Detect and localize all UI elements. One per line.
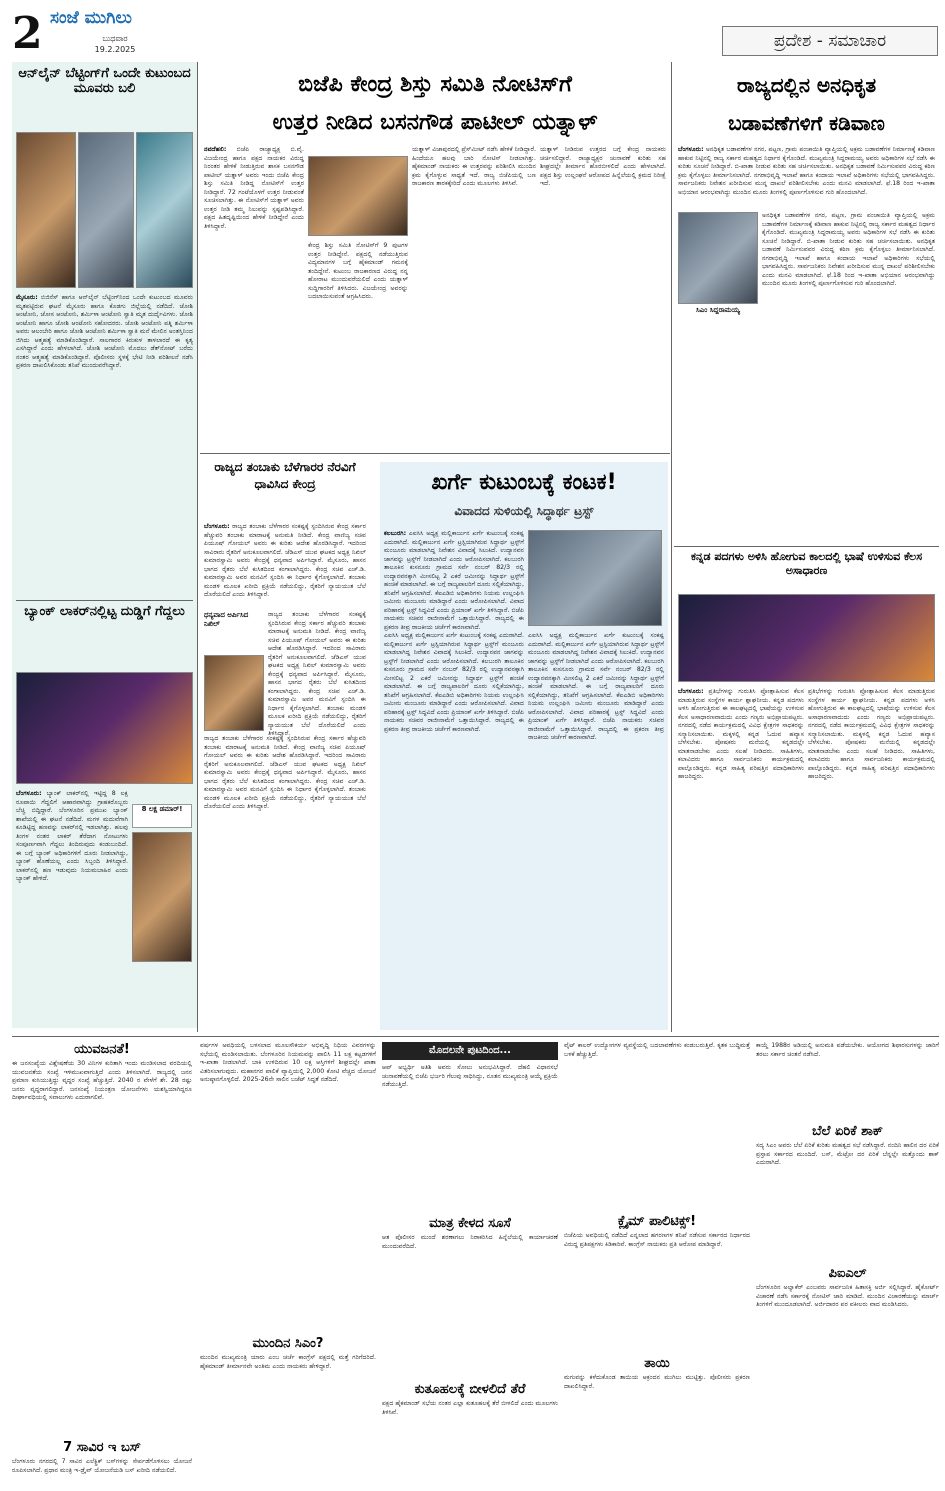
left-column: [12, 62, 197, 1028]
paper-logo: ಸಂಜೆ ಮುಗಿಲು: [50, 8, 132, 28]
masthead: [0, 0, 945, 62]
mother-title: ತಾಯಿ: [644, 1356, 670, 1371]
bus-title: 7 ಸಾವಿರ ಇ ಬಸ್: [63, 1440, 141, 1455]
kannada-headline: ಕನ್ನಡ ಪದಗಳು ಅಳಿಸಿ ಹೋಗುವ ಕಾಲದಲ್ಲಿ ಭಾಷೆ ಉಳಿಸುವ ಕೆಲಸ ಅಸಾಧಾರಣ: [690, 550, 923, 577]
tobacco-body-bottom: ರಾಜ್ಯದ ತಂಬಾಕು ಬೆಳೆಗಾರರ ಸಂಕಷ್ಟಕ್ಕೆ ಸ್ಪಂದಿಸಿರುವ ಕೇಂದ್ರ ಸರ್ಕಾರ ಹೆಚ್ಚುವರಿ ತಂಬಾಕು ಮಾರಾಟಕ್ಕೆ ಅನುಮತಿ ನೀಡಿದೆ. ಕೇಂದ್ರ ವಾಣಿಜ್ಯ ಸಚಿವ ಪಿಯೂಷ್ ಗೋಯಲ್ ಅವರು ಈ ಕುರಿತು ಆದೇಶ ಹೊರಡಿಸಿದ್ದಾರೆ. ಇದರಿಂದ ಸಾವಿರಾರು ರೈತರಿಗೆ ಅನುಕೂಲವಾಗಲಿದೆ. ಜೆಡಿಎಸ್ ಯುವ ಘಟಕದ ಅಧ್ಯಕ್ಷ ನಿಖಿಲ್ ಕುಮಾರಸ್ವಾಮಿ ಅವರು ಕೇಂದ್ರಕ್ಕೆ ಧನ್ಯವಾದ ಅರ್ಪಿಸಿದ್ದಾರೆ. ಮೈಸೂರು, ಹಾಸನ ಭಾಗದ ರೈತರು ಬೆಲೆ ಕುಸಿತದಿಂದ ಕಂಗಾಲಾಗಿದ್ದರು. ಕೇಂದ್ರ ಸಚಿವ ಎಚ್.ಡಿ. ಕುಮಾರಸ್ವಾಮಿ ಅವರ ಮನವಿಗೆ ಸ್ಪಂದಿಸಿ ಈ ನಿರ್ಧಾರ ಕೈಗೊಳ್ಳಲಾಗಿದೆ. ತಂಬಾಕು ಮಂಡಳಿ ಮೂಲಕ ಖರೀದಿ ಪ್ರಕ್ರಿಯೆ ನಡೆಯಲಿದ್ದು, ರೈತರಿಗೆ ನ್ಯಾಯಯುತ ಬೆಲೆ ದೊರೆಯಲಿದೆ ಎಂದು ತಿಳಿಸಿದ್ದಾರೆ.: [204, 735, 366, 810]
surrender-title: ಮಾತ್ರ ಕೇಳದ ಸೂಸೆ: [429, 1216, 511, 1231]
layouts-body-top: ಬೆಂಗಳೂರು: ಅನಧಿಕೃತ ಬಡಾವಣೆಗಳ ನಗರ, ಪಟ್ಟಣ, ಗ್ರಾಮ ಪಂಚಾಯಿತಿ ವ್ಯಾಪ್ತಿಯಲ್ಲಿ ಅಕ್ರಮ ಬಡಾವಣೆಗಳ ನಿರ್ಮಾಣಕ್ಕೆ ಕಡಿವಾಣ ಹಾಕುವ ನಿಟ್ಟಿನಲ್ಲಿ ರಾಜ್ಯ ಸರ್ಕಾರ ಮಹತ್ವದ ನಿರ್ಧಾರ ಕೈಗೊಂಡಿದೆ. ಮುಖ್ಯಮಂತ್ರಿ ಸಿದ್ದರಾಮಯ್ಯ ಅವರು ಅಧಿಕಾರಿಗಳ ಸಭೆ ನಡೆಸಿ ಈ ಕುರಿತು ಸೂಚನೆ ನೀಡಿದ್ದಾರೆ. ಬಿ-ಖಾತಾ ನೀಡುವ ಕುರಿತು ಸಹ ಚರ್ಚಿಸಲಾಯಿತು. ಅನಧಿಕೃತ ಬಡಾವಣೆ ನಿರ್ಮಿಸುವವರ ವಿರುದ್ಧ ಕಠಿಣ ಕ್ರಮ ಕೈಗೊಳ್ಳಲು ತೀರ್ಮಾನಿಸಲಾಗಿದೆ. ನಗರಾಭಿವೃದ್ಧಿ ಇಲಾಖೆ ಹಾಗೂ ಕಂದಾಯ ಇಲಾಖೆ ಅಧಿಕಾರಿಗಳು ಸಭೆಯಲ್ಲಿ ಭಾಗವಹಿಸಿದ್ದರು. ಸಾರ್ವಜನಿಕರು ನಿವೇಶನ ಖರೀದಿಸುವ ಮುನ್ನ ದಾಖಲೆ ಪರಿಶೀಲಿಸಬೇಕು ಎಂದು ಮನವಿ ಮಾಡಲಾಗಿದೆ. ಫೆ.18 ರಿಂದ ಇ-ಖಾತಾ ಅಭಿಯಾನ ಆರಂಭವಾಗಿದ್ದು ಮುಂದಿನ ಮೂರು ತಿಂಗಳಲ್ಲಿ ಪೂರ್ಣಗೊಳಿಸುವ ಗುರಿ ಹೊಂದಲಾಗಿದೆ.: [678, 146, 936, 196]
story2-body: ಬೆಂಗಳೂರು: ಬ್ಯಾಂಕ್ ಲಾಕರ್‌ನಲ್ಲಿ ಇಟ್ಟಿದ್ದ 8 ಲಕ್ಷ ರೂಪಾಯಿ ಗೆದ್ದಲಿಗೆ ಆಹಾರವಾಗಿದ್ದು ಗ್ರಾಹಕರೊಬ್ಬರು ಬೆಚ್ಚಿ ಬಿದ್ದಿದ್ದಾರೆ. ಬೆಂಗಳೂರಿನ ಪ್ರಮುಖ ಬ್ಯಾಂಕ್ ಶಾಖೆಯಲ್ಲಿ ಈ ಘಟನೆ ನಡೆದಿದೆ. ಮಗಳ ಮದುವೆಗಾಗಿ ಕೂಡಿಟ್ಟಿದ್ದ ಹಣವನ್ನು ಲಾಕರ್‌ನಲ್ಲಿ ಇಡಲಾಗಿತ್ತು. ಹಲವು ತಿಂಗಳ ನಂತರ ಲಾಕರ್ ತೆರೆದಾಗ ನೋಟುಗಳು ಸಂಪೂರ್ಣವಾಗಿ ಗೆದ್ದಲು ತಿಂದಿರುವುದು ಕಂಡುಬಂದಿದೆ. ಈ ಬಗ್ಗೆ ಬ್ಯಾಂಕ್ ಅಧಿಕಾರಿಗಳಿಗೆ ದೂರು ನೀಡಲಾಗಿದ್ದು, ಬ್ಯಾಂಕ್ ಹೊಣೆಯಲ್ಲ ಎಂದು ಸಿಬ್ಬಂದಿ ತಿಳಿಸಿದ್ದಾರೆ. ಲಾಕರ್‌ನಲ್ಲಿ ಹಣ ಇಡುವುದು ನಿಯಮಬಾಹಿರ ಎಂದು ಬ್ಯಾಂಕ್ ಹೇಳಿದೆ.: [16, 790, 129, 882]
lead-story: [200, 62, 670, 452]
story1-body: ಮೈಸೂರು: ಬಿಜಿನೆಸ್ ಹಾಗೂ ಆನ್‌ಲೈನ್ ಬೆಟ್ಟಿಂಗ್‌ನಿಂದ ಒಂದೇ ಕುಟುಂಬದ ಮೂವರು ಮೃತಪಟ್ಟಿರುವ ಘಟನೆ ಮೈಸೂರು ಹಾಗೂ ಕೊಡಗು ಜಿಲ್ಲೆಯಲ್ಲಿ ನಡೆದಿದೆ. ಜೋಶಿ ಆಂಟೋನಿ, ಜೋಸ ಆಂಟೋನಿ, ಶರ್ಮಿಳಾ ಆಂಟೋನಿ ಸ್ವಾತಿ ಮೃತ ದುರ್ದೈವಿಗಳು. ಜೋಶಿ ಆಂಟೋನಿ ಹಾಗೂ ಜೋಶಿ ಆಂಟೋನಿ ಸಹೋದರರು. ಜೋಶಿ ಆಂಟೋನಿ ಪತ್ನಿ ಶರ್ಮಿಳಾ ಅವರು ಆಲಂಬೇರಿ ಹಾಗೂ ಜೋಶಿ ಆಂಟೋನಿ ಶರ್ಮಿಳಾ ಸ್ವಾತಿ ಮನೆ ಮೇಲಿನ ಅಂತಸ್ತಿನಿಂದ ಜಿಗಿದು ಆತ್ಮಹತ್ಯೆ ಮಾಡಿಕೊಂಡಿದ್ದಾರೆ. ಸಾಲಗಾರರ ಕಿರುಕುಳ ತಾಳಲಾರದೆ ಈ ಕೃತ್ಯ ಎಸಗಿದ್ದಾರೆ ಎಂದು ಹೇಳಲಾಗಿದೆ. ಜೋಶಿ ಆಂಟೋನಿ ಮೊದಲು ಡೆತ್‌ನೋಟ್ ಬರೆದು ನಂತರ ಆತ್ಮಹತ್ಯೆ ಮಾಡಿಕೊಂಡಿದ್ದಾರೆ. ಪೊಲೀಸರು ಸ್ಥಳಕ್ಕೆ ಭೇಟಿ ನೀಡಿ ಪರಿಶೀಲನೆ ನಡೆಸಿ ಪ್ರಕರಣ ದಾಖಲಿಸಿಕೊಂಡು ತನಿಖೆ ಮುಂದುವರೆಸಿದ್ದಾರೆ.: [16, 294, 193, 369]
tobacco-body-side: ರಾಜ್ಯದ ತಂಬಾಕು ಬೆಳೆಗಾರರ ಸಂಕಷ್ಟಕ್ಕೆ ಸ್ಪಂದಿಸಿರುವ ಕೇಂದ್ರ ಸರ್ಕಾರ ಹೆಚ್ಚುವರಿ ತಂಬಾಕು ಮಾರಾಟಕ್ಕೆ ಅನುಮತಿ ನೀಡಿದೆ. ಕೇಂದ್ರ ವಾಣಿಜ್ಯ ಸಚಿವ ಪಿಯೂಷ್ ಗೋಯಲ್ ಅವರು ಈ ಕುರಿತು ಆದೇಶ ಹೊರಡಿಸಿದ್ದಾರೆ. ಇದರಿಂದ ಸಾವಿರಾರು ರೈತರಿಗೆ ಅನುಕೂಲವಾಗಲಿದೆ. ಜೆಡಿಎಸ್ ಯುವ ಘಟಕದ ಅಧ್ಯಕ್ಷ ನಿಖಿಲ್ ಕುಮಾರಸ್ವಾಮಿ ಅವರು ಕೇಂದ್ರಕ್ಕೆ ಧನ್ಯವಾದ ಅರ್ಪಿಸಿದ್ದಾರೆ. ಮೈಸೂರು, ಹಾಸನ ಭಾಗದ ರೈತರು ಬೆಲೆ ಕುಸಿತದಿಂದ ಕಂಗಾಲಾಗಿದ್ದರು. ಕೇಂದ್ರ ಸಚಿವ ಎಚ್.ಡಿ. ಕುಮಾರಸ್ವಾಮಿ ಅವರ ಮನವಿಗೆ ಸ್ಪಂದಿಸಿ ಈ ನಿರ್ಧಾರ ಕೈಗೊಳ್ಳಲಾಗಿದೆ. ತಂಬಾಕು ಮಂಡಳಿ ಮೂಲಕ ಖರೀದಿ ಪ್ರಕ್ರಿಯೆ ನಡೆಯಲಿದ್ದು, ರೈತರಿಗೆ ನ್ಯಾಯಯುತ ಬೆಲೆ ದೊರೆಯಲಿದೆ ಎಂದು ತಿಳಿಸಿದ್ದಾರೆ.: [268, 611, 366, 737]
mother-body: ಮಗುವನ್ನು ಕಳೆದುಕೊಂಡ ತಾಯಿಯ ಆಕ್ರಂದನ ಮುಗಿಲು ಮುಟ್ಟಿತ್ತು. ಪೊಲೀಸರು ಪ್ರಕರಣ ದಾಖಲಿಸಿದ್ದಾರೆ.: [564, 1374, 750, 1390]
tobacco-story: [200, 455, 370, 1030]
next-cm-title: ಮುಂದಿನ ಸಿಎಂ?: [252, 1336, 324, 1351]
layouts-headline-2: ಬಡಾವಣೆಗಳಿಗೆ ಕಡಿವಾಣ: [728, 111, 885, 135]
yuva-title: ಯುವಜನತೆ!: [74, 1042, 130, 1057]
yatnal-photo: [308, 156, 408, 236]
section-label: ಪ್ರದೇಶ - ಸಮಾಚಾರ: [722, 26, 938, 56]
kharge-body-top: ಕಲಬುರಗಿ: ಎಐಸಿಸಿ ಅಧ್ಯಕ್ಷ ಮಲ್ಲಿಕಾರ್ಜುನ ಖರ್ಗೆ ಕುಟುಂಬಕ್ಕೆ ಸಂಕಷ್ಟ ಎದುರಾಗಿದೆ. ಮಲ್ಲಿಕಾರ್ಜುನ ಖರ್ಗೆ ಟ್ರಸ್ಟಿಯಾಗಿರುವ ಸಿದ್ಧಾರ್ಥ ಟ್ರಸ್ಟ್‌ಗೆ ಮಂಜೂರು ಮಾಡಲಾಗಿದ್ದ ನಿವೇಶನ ವಿವಾದಕ್ಕೆ ಸಿಲುಕಿದೆ. ಉದ್ಯಾನವನ ಜಾಗವನ್ನು ಟ್ರಸ್ಟ್‌ಗೆ ನೀಡಲಾಗಿದೆ ಎಂದು ಆರೋಪಿಸಲಾಗಿದೆ. ಕಲಬುರಗಿ ತಾಲೂಕಿನ ಕುಸನೂರು ಗ್ರಾಮದ ಸರ್ವೆ ನಂಬರ್ 82/3 ರಲ್ಲಿ ಉದ್ಯಾನವನಕ್ಕಾಗಿ ಮೀಸಲಿಟ್ಟ 2 ಎಕರೆ ಜಮೀನನ್ನು ಸಿದ್ಧಾರ್ಥ ಟ್ರಸ್ಟ್‌ಗೆ ಹಂಚಿಕೆ ಮಾಡಲಾಗಿದೆ. ಈ ಬಗ್ಗೆ ರಾಜ್ಯಪಾಲರಿಗೆ ದೂರು ಸಲ್ಲಿಕೆಯಾಗಿದ್ದು, ತನಿಖೆಗೆ ಆಗ್ರಹಿಸಲಾಗಿದೆ. ಕೆಐಎಡಿಬಿ ಅಧಿಕಾರಿಗಳು ನಿಯಮ ಉಲ್ಲಂಘಿಸಿ ಜಮೀನು ಮಂಜೂರು ಮಾಡಿದ್ದಾರೆ ಎಂದು ಆರೋಪಿಸಲಾಗಿದೆ. ವಿವಾದ ಪರಿಹಾರಕ್ಕೆ ಟ್ರಸ್ಟ್ ಸಿದ್ಧವಿದೆ ಎಂದು ಪ್ರಿಯಾಂಕ್ ಖರ್ಗೆ ತಿಳಿಸಿದ್ದಾರೆ. ಬಿಜೆಪಿ ನಾಯಕರು ಸಚಿವರ ರಾಜೀನಾಮೆಗೆ ಒತ್ತಾಯಿಸಿದ್ದಾರೆ. ರಾಜ್ಯದಲ್ಲಿ ಈ ಪ್ರಕರಣ ತೀವ್ರ ರಾಜಕೀಯ ಚರ್ಚೆಗೆ ಕಾರಣವಾಗಿದೆ.: [384, 530, 525, 631]
kharge-headline: ಖರ್ಗೆ ಕುಟುಂಬಕ್ಕೆ ಕಂಟಕ!: [431, 470, 617, 495]
lead-headline-2: ಉತ್ತರ ನೀಡಿದ ಬಸನಗೌಡ ಪಾಟೀಲ್ ಯತ್ನಾಳ್: [272, 110, 598, 135]
victim-photo-1: [16, 132, 76, 288]
layouts-headline-1: ರಾಜ್ಯದಲ್ಲಿನ ಅನಧಿಕೃತ: [736, 73, 877, 97]
story1-headline: ಆನ್‌ಲೈನ್ ಬೆಟ್ಟಿಂಗ್‌ಗೆ ಒಂದೇ ಕುಟುಂಬದ ಮೂವರು ಬಲಿ: [18, 66, 191, 96]
story2-headline: ಬ್ಯಾಂಕ್ ಲಾಕರ್‌ನಲ್ಲಿಟ್ಟ ದುಡ್ಡಿಗೆ ಗೆದ್ದಲು: [24, 604, 185, 619]
layouts-story: [674, 62, 939, 567]
cm-caption: ಸಿಎಂ ಸಿದ್ದರಾಮಯ್ಯ: [696, 306, 740, 314]
col3-body: ಆಪ್ ಅಭ್ಯರ್ಥಿ ಅತಿಶಿ ಅವರು ಸೋಲು ಅನುಭವಿಸಿದ್ದಾರೆ. ದೆಹಲಿ ವಿಧಾನಸಭೆ ಚುನಾವಣೆಯಲ್ಲಿ ಬಿಜೆಪಿ ಭರ್ಜರಿ ಗೆಲುವು ಸಾಧಿಸಿದ್ದು, ನೂತನ ಮುಖ್ಯಮಂತ್ರಿ ಆಯ್ಕೆ ಪ್ರಕ್ರಿಯೆ ನಡೆಯುತ್ತಿದೆ.: [382, 1064, 558, 1088]
yuva-body: ಈ ಜನಸಂಖ್ಯೆಯ ವಿಶ್ಲೇಷಣೆಯ 30 ವಿನಿಗಳ ಕುರಿತಾಗಿ ಇಂದು ಮಂಡಿಸಲಾದ ವರದಿಯಲ್ಲಿ ಯುವಜನತೆಯ ಸಂಖ್ಯೆ ಇಳಿಮುಖವಾಗುತ್ತಿದೆ ಎಂದು ತಿಳಿಸಲಾಗಿದೆ. ರಾಜ್ಯದಲ್ಲಿ ಜನನ ಪ್ರಮಾಣ ಕುಸಿಯುತ್ತಿದ್ದು ವೃದ್ಧರ ಸಂಖ್ಯೆ ಹೆಚ್ಚುತ್ತಿದೆ. 2040 ರ ವೇಳೆಗೆ ಶೇ. 28 ರಷ್ಟು ಜನರು ವೃದ್ಧರಾಗಲಿದ್ದಾರೆ. ಜನಸಂಖ್ಯೆ ನಿಯಂತ್ರಣ ಯೋಜನೆಗಳು ಯಶಸ್ವಿಯಾಗಿದ್ದರೂ ದೀರ್ಘಾವಧಿಯಲ್ಲಿ ಸವಾಲುಗಳು ಎದುರಾಗಲಿವೆ.: [12, 1060, 192, 1101]
victim-portrait: [132, 832, 192, 962]
continued-band: ಮೊದಲನೇ ಪುಟದಿಂದ...: [382, 1042, 558, 1060]
climate-title: ಕ್ಲೈಮ್ ಪಾಲಿಟಿಕ್ಸ್!: [617, 1214, 697, 1229]
next-cm-body: ಮುಂದಿನ ಮುಖ್ಯಮಂತ್ರಿ ಯಾರು ಎಂಬ ಚರ್ಚೆ ಕಾಂಗ್ರೆಸ್ ಪಕ್ಷದಲ್ಲಿ ಮತ್ತೆ ಗರಿಗೆದರಿದೆ. ಹೈಕಮಾಂಡ್ ತೀರ್ಮಾನವೇ ಅಂತಿಮ ಎಂದು ನಾಯಕರು ಹೇಳಿದ್ದಾರೆ.: [200, 1354, 376, 1370]
nikhil-photo: [204, 655, 264, 731]
pil-title: ಪಿಐಎಲ್: [828, 1266, 867, 1281]
col5-body: ಕಾಯ್ದೆ 1988ರ ಅಡಿಯಲ್ಲಿ ಅನುಮತಿ ಪಡೆಯಬೇಕು. ಆಯೋಗದ ಶಿಫಾರಸುಗಳನ್ನು ಜಾರಿಗೆ ತರಲು ಸರ್ಕಾರ ಚಿಂತನೆ ನಡೆಸಿದೆ.: [756, 1042, 939, 1058]
story2-caption: 8 ಲಕ್ಷ ಡಮಾರ್!: [132, 804, 192, 828]
cm-photo: [678, 212, 758, 304]
price-title: ಬೆಲೆ ಏರಿಕೆ ಶಾಕ್: [812, 1124, 883, 1139]
lead-col-2: ಕೇಂದ್ರ ಶಿಸ್ತು ಸಮಿತಿ ನೋಟಿಸ್‌ಗೆ 9 ಪುಟಗಳ ಉತ್ತರ ನೀಡಿದ್ದೇನೆ. ಪಕ್ಷದಲ್ಲಿ ನಡೆಯುತ್ತಿರುವ ವಿದ್ಯಮಾನಗಳ ಬಗ್ಗೆ ಹೈಕಮಾಂಡ್ ಗಮನಕ್ಕೆ ತಂದಿದ್ದೇನೆ. ಕುಟುಂಬ ರಾಜಕಾರಣದ ವಿರುದ್ಧ ನನ್ನ ಹೋರಾಟ ಮುಂದುವರೆಯಲಿದೆ ಎಂದು ಯತ್ನಾಳ್ ಸುದ್ದಿಗಾರರಿಗೆ ತಿಳಿಸಿದರು. ವಿಜಯೇಂದ್ರ ಅವರನ್ನು ಬದಲಾಯಿಸುವಂತೆ ಆಗ್ರಹಿಸಿದರು.: [308, 242, 408, 300]
layouts-body: ಅನಧಿಕೃತ ಬಡಾವಣೆಗಳ ನಗರ, ಪಟ್ಟಣ, ಗ್ರಾಮ ಪಂಚಾಯಿತಿ ವ್ಯಾಪ್ತಿಯಲ್ಲಿ ಅಕ್ರಮ ಬಡಾವಣೆಗಳ ನಿರ್ಮಾಣಕ್ಕೆ ಕಡಿವಾಣ ಹಾಕುವ ನಿಟ್ಟಿನಲ್ಲಿ ರಾಜ್ಯ ಸರ್ಕಾರ ಮಹತ್ವದ ನಿರ್ಧಾರ ಕೈಗೊಂಡಿದೆ. ಮುಖ್ಯಮಂತ್ರಿ ಸಿದ್ದರಾಮಯ್ಯ ಅವರು ಅಧಿಕಾರಿಗಳ ಸಭೆ ನಡೆಸಿ ಈ ಕುರಿತು ಸೂಚನೆ ನೀಡಿದ್ದಾರೆ. ಬಿ-ಖಾತಾ ನೀಡುವ ಕುರಿತು ಸಹ ಚರ್ಚಿಸಲಾಯಿತು. ಅನಧಿಕೃತ ಬಡಾವಣೆ ನಿರ್ಮಿಸುವವರ ವಿರುದ್ಧ ಕಠಿಣ ಕ್ರಮ ಕೈಗೊಳ್ಳಲು ತೀರ್ಮಾನಿಸಲಾಗಿದೆ. ನಗರಾಭಿವೃದ್ಧಿ ಇಲಾಖೆ ಹಾಗೂ ಕಂದಾಯ ಇಲಾಖೆ ಅಧಿಕಾರಿಗಳು ಸಭೆಯಲ್ಲಿ ಭಾಗವಹಿಸಿದ್ದರು. ಸಾರ್ವಜನಿಕರು ನಿವೇಶನ ಖರೀದಿಸುವ ಮುನ್ನ ದಾಖಲೆ ಪರಿಶೀಲಿಸಬೇಕು ಎಂದು ಮನವಿ ಮಾಡಲಾಗಿದೆ. ಫೆ.18 ರಿಂದ ಇ-ಖಾತಾ ಅಭಿಯಾನ ಆರಂಭವಾಗಿದ್ದು ಮುಂದಿನ ಮೂರು ತಿಂಗಳಲ್ಲಿ ಪೂರ್ಣಗೊಳಿಸುವ ಗುರಿ ಹೊಂದಲಾಗಿದೆ.: [762, 212, 935, 287]
tobacco-caption: ಧನ್ಯವಾದ ಅರ್ಪಿಸಿದ ನಿಖಿಲ್: [204, 611, 249, 628]
page-number: 2: [12, 8, 43, 59]
kharge-photo: [528, 530, 662, 626]
kannada-body-left: ಬೆಂಗಳೂರು: ಪ್ರತಿಭೆಗಳನ್ನು ಗುರುತಿಸಿ ಪ್ರೋತ್ಸಾಹಿಸುವ ಕೆಲಸ ಮಾಡುತ್ತಿರುವ ಸಂಸ್ಥೆಗಳ ಕಾರ್ಯ ಶ್ಲಾಘನೀಯ. ಕನ್ನಡ ಪದಗಳು ಅಳಿಸಿ ಹೋಗುತ್ತಿರುವ ಈ ಕಾಲಘಟ್ಟದಲ್ಲಿ ಭಾಷೆಯನ್ನು ಉಳಿಸುವ ಕೆಲಸ ಅಸಾಧಾರಣವಾದುದು ಎಂದು ಗಣ್ಯರು ಅಭಿಪ್ರಾಯಪಟ್ಟರು. ನಗರದಲ್ಲಿ ನಡೆದ ಕಾರ್ಯಕ್ರಮದಲ್ಲಿ ವಿವಿಧ ಕ್ಷೇತ್ರಗಳ ಸಾಧಕರನ್ನು ಸನ್ಮಾನಿಸಲಾಯಿತು. ಮಕ್ಕಳಲ್ಲಿ ಕನ್ನಡ ಓದುವ ಹವ್ಯಾಸ ಬೆಳೆಸಬೇಕು. ಪೋಷಕರು ಮನೆಯಲ್ಲಿ ಕನ್ನಡದಲ್ಲೇ ಮಾತನಾಡಬೇಕು ಎಂದು ಸಲಹೆ ನೀಡಿದರು. ಸಾಹಿತಿಗಳು, ಕಲಾವಿದರು ಹಾಗೂ ಸಾರ್ವಜನಿಕರು ಕಾರ್ಯಕ್ರಮದಲ್ಲಿ ಪಾಲ್ಗೊಂಡಿದ್ದರು. ಕನ್ನಡ ಸಾಹಿತ್ಯ ಪರಿಷತ್ತಿನ ಪದಾಧಿಕಾರಿಗಳು ಹಾಜರಿದ್ದರು.: [678, 688, 805, 780]
event-photo: [678, 594, 935, 682]
kharge-body-right: ಎಐಸಿಸಿ ಅಧ್ಯಕ್ಷ ಮಲ್ಲಿಕಾರ್ಜುನ ಖರ್ಗೆ ಕುಟುಂಬಕ್ಕೆ ಸಂಕಷ್ಟ ಎದುರಾಗಿದೆ. ಮಲ್ಲಿಕಾರ್ಜುನ ಖರ್ಗೆ ಟ್ರಸ್ಟಿಯಾಗಿರುವ ಸಿದ್ಧಾರ್ಥ ಟ್ರಸ್ಟ್‌ಗೆ ಮಂಜೂರು ಮಾಡಲಾಗಿದ್ದ ನಿವೇಶನ ವಿವಾದಕ್ಕೆ ಸಿಲುಕಿದೆ. ಉದ್ಯಾನವನ ಜಾಗವನ್ನು ಟ್ರಸ್ಟ್‌ಗೆ ನೀಡಲಾಗಿದೆ ಎಂದು ಆರೋಪಿಸಲಾಗಿದೆ. ಕಲಬುರಗಿ ತಾಲೂಕಿನ ಕುಸನೂರು ಗ್ರಾಮದ ಸರ್ವೆ ನಂಬರ್ 82/3 ರಲ್ಲಿ ಉದ್ಯಾನವನಕ್ಕಾಗಿ ಮೀಸಲಿಟ್ಟ 2 ಎಕರೆ ಜಮೀನನ್ನು ಸಿದ್ಧಾರ್ಥ ಟ್ರಸ್ಟ್‌ಗೆ ಹಂಚಿಕೆ ಮಾಡಲಾಗಿದೆ. ಈ ಬಗ್ಗೆ ರಾಜ್ಯಪಾಲರಿಗೆ ದೂರು ಸಲ್ಲಿಕೆಯಾಗಿದ್ದು, ತನಿಖೆಗೆ ಆಗ್ರಹಿಸಲಾಗಿದೆ. ಕೆಐಎಡಿಬಿ ಅಧಿಕಾರಿಗಳು ನಿಯಮ ಉಲ್ಲಂಘಿಸಿ ಜಮೀನು ಮಂಜೂರು ಮಾಡಿದ್ದಾರೆ ಎಂದು ಆರೋಪಿಸಲಾಗಿದೆ. ವಿವಾದ ಪರಿಹಾರಕ್ಕೆ ಟ್ರಸ್ಟ್ ಸಿದ್ಧವಿದೆ ಎಂದು ಪ್ರಿಯಾಂಕ್ ಖರ್ಗೆ ತಿಳಿಸಿದ್ದಾರೆ. ಬಿಜೆಪಿ ನಾಯಕರು ಸಚಿವರ ರಾಜೀನಾಮೆಗೆ ಒತ್ತಾಯಿಸಿದ್ದಾರೆ. ರಾಜ್ಯದಲ್ಲಿ ಈ ಪ್ರಕರಣ ತೀವ್ರ ರಾಜಕೀಯ ಚರ್ಚೆಗೆ ಕಾರಣವಾಗಿದೆ.: [528, 632, 664, 741]
kannada-body-right: ಪ್ರತಿಭೆಗಳನ್ನು ಗುರುತಿಸಿ ಪ್ರೋತ್ಸಾಹಿಸುವ ಕೆಲಸ ಮಾಡುತ್ತಿರುವ ಸಂಸ್ಥೆಗಳ ಕಾರ್ಯ ಶ್ಲಾಘನೀಯ. ಕನ್ನಡ ಪದಗಳು ಅಳಿಸಿ ಹೋಗುತ್ತಿರುವ ಈ ಕಾಲಘಟ್ಟದಲ್ಲಿ ಭಾಷೆಯನ್ನು ಉಳಿಸುವ ಕೆಲಸ ಅಸಾಧಾರಣವಾದುದು ಎಂದು ಗಣ್ಯರು ಅಭಿಪ್ರಾಯಪಟ್ಟರು. ನಗರದಲ್ಲಿ ನಡೆದ ಕಾರ್ಯಕ್ರಮದಲ್ಲಿ ವಿವಿಧ ಕ್ಷೇತ್ರಗಳ ಸಾಧಕರನ್ನು ಸನ್ಮಾನಿಸಲಾಯಿತು. ಮಕ್ಕಳಲ್ಲಿ ಕನ್ನಡ ಓದುವ ಹವ್ಯಾಸ ಬೆಳೆಸಬೇಕು. ಪೋಷಕರು ಮನೆಯಲ್ಲಿ ಕನ್ನಡದಲ್ಲೇ ಮಾತನಾಡಬೇಕು ಎಂದು ಸಲಹೆ ನೀಡಿದರು. ಸಾಹಿತಿಗಳು, ಕಲಾವಿದರು ಹಾಗೂ ಸಾರ್ವಜನಿಕರು ಕಾರ್ಯಕ್ರಮದಲ್ಲಿ ಪಾಲ್ಗೊಂಡಿದ್ದರು. ಕನ್ನಡ ಸಾಹಿತ್ಯ ಪರಿಷತ್ತಿನ ಪದಾಧಿಕಾರಿಗಳು ಹಾಜರಿದ್ದರು.: [808, 688, 935, 780]
termite-money-photo: [16, 672, 193, 784]
continued-section: [12, 1040, 939, 1488]
lead-col-4: ಯತ್ನಾಳ್ ನೀಡಿರುವ ಉತ್ತರದ ಬಗ್ಗೆ ಕೇಂದ್ರ ನಾಯಕರು ಚರ್ಚಿಸಲಿದ್ದಾರೆ. ರಾಜ್ಯಾಧ್ಯಕ್ಷರ ಚುನಾವಣೆ ಕುರಿತು ಸಹ ಶೀಘ್ರದಲ್ಲೇ ತೀರ್ಮಾನ ಹೊರಬೀಳಲಿದೆ ಎಂದು ಹೇಳಲಾಗಿದೆ. ಪಕ್ಷದ ಶಿಸ್ತು ಉಲ್ಲಂಘನೆ ಆರೋಪದ ಹಿನ್ನೆಲೆಯಲ್ಲಿ ಕ್ರಮದ ನಿರೀಕ್ಷೆ ಇದೆ.: [540, 146, 666, 187]
victim-photo-2: [78, 132, 134, 288]
lead-headline-1: ಬಿಜೆಪಿ ಕೇಂದ್ರ ಶಿಸ್ತು ಸಮಿತಿ ನೋಟಿಸ್‌ಗೆ: [298, 72, 572, 97]
masthead-date: 19.2.2025: [94, 45, 136, 54]
victim-photo-3: [136, 132, 193, 288]
tobacco-body-top: ಬೆಂಗಳೂರು: ರಾಜ್ಯದ ತಂಬಾಕು ಬೆಳೆಗಾರರ ಸಂಕಷ್ಟಕ್ಕೆ ಸ್ಪಂದಿಸಿರುವ ಕೇಂದ್ರ ಸರ್ಕಾರ ಹೆಚ್ಚುವರಿ ತಂಬಾಕು ಮಾರಾಟಕ್ಕೆ ಅನುಮತಿ ನೀಡಿದೆ. ಕೇಂದ್ರ ವಾಣಿಜ್ಯ ಸಚಿವ ಪಿಯೂಷ್ ಗೋಯಲ್ ಅವರು ಈ ಕುರಿತು ಆದೇಶ ಹೊರಡಿಸಿದ್ದಾರೆ. ಇದರಿಂದ ಸಾವಿರಾರು ರೈತರಿಗೆ ಅನುಕೂಲವಾಗಲಿದೆ. ಜೆಡಿಎಸ್ ಯುವ ಘಟಕದ ಅಧ್ಯಕ್ಷ ನಿಖಿಲ್ ಕುಮಾರಸ್ವಾಮಿ ಅವರು ಕೇಂದ್ರಕ್ಕೆ ಧನ್ಯವಾದ ಅರ್ಪಿಸಿದ್ದಾರೆ. ಮೈಸೂರು, ಹಾಸನ ಭಾಗದ ರೈತರು ಬೆಲೆ ಕುಸಿತದಿಂದ ಕಂಗಾಲಾಗಿದ್ದರು. ಕೇಂದ್ರ ಸಚಿವ ಎಚ್.ಡಿ. ಕುಮಾರಸ್ವಾಮಿ ಅವರ ಮನವಿಗೆ ಸ್ಪಂದಿಸಿ ಈ ನಿರ್ಧಾರ ಕೈಗೊಳ್ಳಲಾಗಿದೆ. ತಂಬಾಕು ಮಂಡಳಿ ಮೂಲಕ ಖರೀದಿ ಪ್ರಕ್ರಿಯೆ ನಡೆಯಲಿದ್ದು, ರೈತರಿಗೆ ನ್ಯಾಯಯುತ ಬೆಲೆ ದೊರೆಯಲಿದೆ ಎಂದು ತಿಳಿಸಿದ್ದಾರೆ.: [204, 523, 367, 598]
kharge-subhead: ವಿವಾದದ ಸುಳಿಯಲ್ಲಿ ಸಿದ್ಧಾರ್ಥ ಟ್ರಸ್ಟ್: [454, 504, 594, 518]
kharge-story: [380, 462, 668, 1030]
col4-body: ವೈಟ್ ಕಾಲರ್ ಉದ್ಯೋಗಗಳ ವ್ಯವಸ್ಥೆಯಲ್ಲಿ ಬದಲಾವಣೆಗಳು ಕಂಡುಬರುತ್ತಿವೆ. ಕೃತಕ ಬುದ್ಧಿಮತ್ತೆ ಬಳಕೆ ಹೆಚ್ಚುತ್ತಿದೆ.: [564, 1042, 750, 1058]
tobacco-headline: ರಾಜ್ಯದ ತಂಬಾಕು ಬೆಳೆಗಾರರ ನೆರವಿಗೆ ಧಾವಿಸಿದ ಕೇಂದ್ರ: [214, 460, 356, 491]
lead-col-3: ಯತ್ನಾಳ್ ವಿಜಾಪುರದಲ್ಲಿ ಪ್ರೆಸ್‌ಮೀಟ್ ನಡೆಸಿ ಹೇಳಿಕೆ ನೀಡಿದ್ದಾರೆ. ಹಿಂದೆಯೂ ಹಲವು ಬಾರಿ ನೋಟಿಸ್ ನೀಡಲಾಗಿತ್ತು. ಹೈಕಮಾಂಡ್ ನಾಯಕರು ಈ ಉತ್ತರವನ್ನು ಪರಿಶೀಲಿಸಿ ಮುಂದಿನ ಕ್ರಮ ಕೈಗೊಳ್ಳುವ ಸಾಧ್ಯತೆ ಇದೆ. ರಾಜ್ಯ ಬಿಜೆಪಿಯಲ್ಲಿ ಬಣ ರಾಜಕಾರಣ ತಾರಕಕ್ಕೇರಿದೆ ಎಂದು ಮೂಲಗಳು ತಿಳಿಸಿವೆ.: [412, 146, 536, 187]
bus-body: ಬೆಂಗಳೂರು ನಗರದಲ್ಲಿ 7 ಸಾವಿರ ಎಲೆಕ್ಟ್ರಿಕ್ ಬಸ್‌ಗಳನ್ನು ಸೇರ್ಪಡೆಗೊಳಿಸಲು ಯೋಜನೆ ರೂಪಿಸಲಾಗಿದೆ. ಪ್ರಧಾನ ಮಂತ್ರಿ ಇ-ಡ್ರೈವ್ ಯೋಜನೆಯಡಿ ಬಸ್ ಖರೀದಿ ನಡೆಯಲಿದೆ.: [12, 1458, 192, 1474]
price-body: ಸದ್ಯ ಸಿಎಂ ಅವರು ಬೆಲೆ ಏರಿಕೆ ಕುರಿತು ಮಹತ್ವದ ಸಭೆ ನಡೆಸಿದ್ದಾರೆ. ನಂದಿನಿ ಹಾಲಿನ ದರ ಏರಿಕೆ ಪ್ರಸ್ತಾಪ ಸರ್ಕಾರದ ಮುಂದಿದೆ. ಬಸ್, ಮೆಟ್ರೋ ದರ ಏರಿಕೆ ಬೆನ್ನಲ್ಲೇ ಮತ್ತೊಂದು ಶಾಕ್ ಎದುರಾಗಿದೆ.: [756, 1142, 939, 1166]
kharge-body-left: ಎಐಸಿಸಿ ಅಧ್ಯಕ್ಷ ಮಲ್ಲಿಕಾರ್ಜುನ ಖರ್ಗೆ ಕುಟುಂಬಕ್ಕೆ ಸಂಕಷ್ಟ ಎದುರಾಗಿದೆ. ಮಲ್ಲಿಕಾರ್ಜುನ ಖರ್ಗೆ ಟ್ರಸ್ಟಿಯಾಗಿರುವ ಸಿದ್ಧಾರ್ಥ ಟ್ರಸ್ಟ್‌ಗೆ ಮಂಜೂರು ಮಾಡಲಾಗಿದ್ದ ನಿವೇಶನ ವಿವಾದಕ್ಕೆ ಸಿಲುಕಿದೆ. ಉದ್ಯಾನವನ ಜಾಗವನ್ನು ಟ್ರಸ್ಟ್‌ಗೆ ನೀಡಲಾಗಿದೆ ಎಂದು ಆರೋಪಿಸಲಾಗಿದೆ. ಕಲಬುರಗಿ ತಾಲೂಕಿನ ಕುಸನೂರು ಗ್ರಾಮದ ಸರ್ವೆ ನಂಬರ್ 82/3 ರಲ್ಲಿ ಉದ್ಯಾನವನಕ್ಕಾಗಿ ಮೀಸಲಿಟ್ಟ 2 ಎಕರೆ ಜಮೀನನ್ನು ಸಿದ್ಧಾರ್ಥ ಟ್ರಸ್ಟ್‌ಗೆ ಹಂಚಿಕೆ ಮಾಡಲಾಗಿದೆ. ಈ ಬಗ್ಗೆ ರಾಜ್ಯಪಾಲರಿಗೆ ದೂರು ಸಲ್ಲಿಕೆಯಾಗಿದ್ದು, ತನಿಖೆಗೆ ಆಗ್ರಹಿಸಲಾಗಿದೆ. ಕೆಐಎಡಿಬಿ ಅಧಿಕಾರಿಗಳು ನಿಯಮ ಉಲ್ಲಂಘಿಸಿ ಜಮೀನು ಮಂಜೂರು ಮಾಡಿದ್ದಾರೆ ಎಂದು ಆರೋಪಿಸಲಾಗಿದೆ. ವಿವಾದ ಪರಿಹಾರಕ್ಕೆ ಟ್ರಸ್ಟ್ ಸಿದ್ಧವಿದೆ ಎಂದು ಪ್ರಿಯಾಂಕ್ ಖರ್ಗೆ ತಿಳಿಸಿದ್ದಾರೆ. ಬಿಜೆಪಿ ನಾಯಕರು ಸಚಿವರ ರಾಜೀನಾಮೆಗೆ ಒತ್ತಾಯಿಸಿದ್ದಾರೆ. ರಾಜ್ಯದಲ್ಲಿ ಈ ಪ್ರಕರಣ ತೀವ್ರ ರಾಜಕೀಯ ಚರ್ಚೆಗೆ ಕಾರಣವಾಗಿದೆ.: [384, 632, 524, 733]
masthead-day: ಬುಧವಾರ: [102, 34, 128, 43]
pil-body: ಬೆಂಗಳೂರಿನ ಅಲ್ವಾಕೆರ್ ಎಂಬವರು ಸಾರ್ವಜನಿಕ ಹಿತಾಸಕ್ತಿ ಅರ್ಜಿ ಸಲ್ಲಿಸಿದ್ದಾರೆ. ಹೈಕೋರ್ಟ್ ವಿಚಾರಣೆ ನಡೆಸಿ ಸರ್ಕಾರಕ್ಕೆ ನೋಟಿಸ್ ಜಾರಿ ಮಾಡಿದೆ. ಮುಂದಿನ ವಿಚಾರಣೆಯನ್ನು ಮಾರ್ಚ್ ತಿಂಗಳಿಗೆ ಮುಂದೂಡಲಾಗಿದೆ. ಅರ್ಜಿದಾರರ ಪರ ವಕೀಲರು ವಾದ ಮಂಡಿಸಿದರು.: [756, 1284, 939, 1308]
lead-col-1: ನವದೆಹಲಿ: ಬಿಜೆಪಿ ರಾಜ್ಯಾಧ್ಯಕ್ಷ ಬಿ.ವೈ. ವಿಜಯೇಂದ್ರ ಹಾಗೂ ಪಕ್ಷದ ನಾಯಕರ ವಿರುದ್ಧ ನಿರಂತರ ಹೇಳಿಕೆ ನೀಡುತ್ತಿರುವ ಶಾಸಕ ಬಸನಗೌಡ ಪಾಟೀಲ್ ಯತ್ನಾಳ್ ಅವರು ಇಂದು ಬಿಜೆಪಿ ಕೇಂದ್ರ ಶಿಸ್ತು ಸಮಿತಿ ನೀಡಿದ್ದ ನೋಟಿಸ್‌ಗೆ ಉತ್ತರ ನೀಡಿದ್ದಾರೆ. 72 ಗಂಟೆಯೊಳಗೆ ಉತ್ತರ ನೀಡುವಂತೆ ಸೂಚಿಸಲಾಗಿತ್ತು. ಈ ನೋಟಿಸ್‌ಗೆ ಯತ್ನಾಳ್ ಅವರು ಉತ್ತರ ನೀಡಿ ತಮ್ಮ ನಿಲುವನ್ನು ಸ್ಪಷ್ಟಪಡಿಸಿದ್ದಾರೆ. ಪಕ್ಷದ ಹಿತದೃಷ್ಟಿಯಿಂದ ಹೇಳಿಕೆ ನೀಡಿದ್ದೇನೆ ಎಂದು ತಿಳಿಸಿದ್ದಾರೆ.: [204, 146, 304, 230]
curiosity-body: ಪಕ್ಷದ ಹೈಕಮಾಂಡ್ ಸಭೆಯ ನಂತರ ಎಲ್ಲಾ ಕುತೂಹಲಕ್ಕೆ ತೆರೆ ಬೀಳಲಿದೆ ಎಂದು ಮೂಲಗಳು ತಿಳಿಸಿವೆ.: [382, 1400, 558, 1416]
surrender-body: ಆತ ಪೊಲೀಸರ ಮುಂದೆ ಶರಣಾಗಲು ನಿರಾಕರಿಸಿದ ಹಿನ್ನೆಲೆಯಲ್ಲಿ ಕಾರ್ಯಾಚರಣೆ ಮುಂದುವರೆದಿದೆ.: [382, 1234, 558, 1250]
col2-body: ವರ್ಷಗಳ ಅವಧಿಯಲ್ಲಿ ಬಳಸಲಾದ ಮೂಲಸೌಕರ್ಯ ಅಭಿವೃದ್ಧಿ ನಿಧಿಯ ವಿವರಗಳನ್ನು ಸಭೆಯಲ್ಲಿ ಮಂಡಿಸಲಾಯಿತು. ಬೆಂಗಳೂರಿನ ನಿಯಮವನ್ನು ಪಾಲಿಸಿ 11 ಲಕ್ಷ ಕಟ್ಟಡಗಳಿಗೆ ಇ-ಖಾತಾ ನೀಡಲಾಗಿದೆ. ಬಾಕಿ ಉಳಿದಿರುವ 10 ಲಕ್ಷ ಆಸ್ತಿಗಳಿಗೆ ಶೀಘ್ರದಲ್ಲೇ ಖಾತಾ ವಿತರಿಸಲಾಗುವುದು. ಮಹಾನಗರ ಪಾಲಿಕೆ ವ್ಯಾಪ್ತಿಯಲ್ಲಿ 2,000 ಕೋಟಿ ವೆಚ್ಚದ ಯೋಜನೆ ಅನುಷ್ಠಾನಗೊಳ್ಳಲಿದೆ. 2025-26ನೇ ಸಾಲಿನ ಬಜೆಟ್ ಸಿದ್ಧತೆ ನಡೆದಿದೆ.: [200, 1042, 376, 1083]
curiosity-title: ಕುತೂಹಲಕ್ಕೆ ಬೀಳಲಿದೆ ತೆರೆ: [414, 1382, 526, 1397]
climate-body: ಬಿಜೆಪಿಯ ಅವಧಿಯಲ್ಲಿ ನಡೆದಿದೆ ಎನ್ನಲಾದ ಹಗರಣಗಳ ತನಿಖೆ ನಡೆಸುವ ಸರ್ಕಾರದ ನಿರ್ಧಾರದ ವಿರುದ್ಧ ಪ್ರತಿಪಕ್ಷಗಳು ಕಿಡಿಕಾರಿವೆ. ಕಾಂಗ್ರೆಸ್ ನಾಯಕರು ಪ್ರತಿ ಆರೋಪ ಮಾಡಿದ್ದಾರೆ.: [564, 1232, 750, 1248]
kannada-story: [674, 548, 939, 1030]
